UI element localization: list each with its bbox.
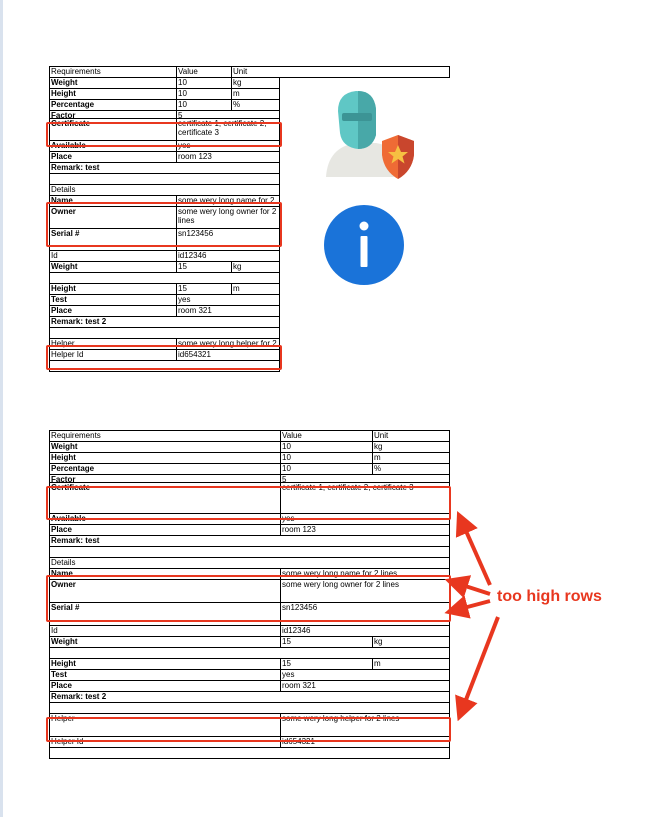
page-left-edge bbox=[0, 0, 3, 817]
cell-label: Serial # bbox=[49, 229, 176, 250]
cell-value: 5 bbox=[176, 111, 280, 118]
cell-label: Place bbox=[49, 306, 176, 316]
cell-label: Weight bbox=[49, 262, 176, 272]
cell-value: 10 bbox=[176, 78, 231, 88]
cell-value: room 123 bbox=[176, 152, 280, 162]
cell-label: Percentage bbox=[49, 100, 176, 110]
table-row bbox=[49, 78, 280, 89]
cell-label: Test bbox=[49, 295, 176, 305]
highlight-certificate-1 bbox=[46, 122, 282, 147]
cell-unit: % bbox=[231, 100, 280, 110]
table-row bbox=[49, 648, 450, 659]
table-row bbox=[49, 637, 450, 648]
cell-value: some wery long owner for 2 lines bbox=[176, 207, 280, 228]
cell-label: Id bbox=[49, 251, 176, 261]
cell-value: room 123 bbox=[280, 525, 450, 535]
cell-label: Factor bbox=[49, 475, 280, 482]
table-row bbox=[49, 251, 280, 262]
cell-label: Available bbox=[49, 514, 280, 524]
cell-label: Height bbox=[49, 284, 176, 294]
cell-label: Remark: test bbox=[49, 536, 450, 546]
table-row bbox=[49, 152, 280, 163]
table-row bbox=[49, 295, 280, 306]
cell-label: Weight bbox=[49, 442, 280, 452]
cell-value: certificate 1, certificate 2, certificate 3 bbox=[280, 483, 450, 513]
table-row bbox=[49, 328, 280, 339]
table-row bbox=[49, 626, 450, 637]
cell-unit: Unit bbox=[231, 67, 450, 77]
table-row bbox=[49, 174, 280, 185]
cell-unit: m bbox=[231, 284, 280, 294]
cell-value: 15 bbox=[280, 637, 372, 647]
table-row bbox=[49, 703, 450, 714]
table-row bbox=[49, 464, 450, 475]
cell-value: some wery long owner for 2 lines bbox=[280, 580, 450, 602]
table-header-row bbox=[49, 431, 450, 442]
cell-label: Certificate bbox=[49, 119, 176, 140]
cell-unit: m bbox=[231, 89, 280, 99]
cell-label: Details bbox=[49, 185, 280, 195]
cell-label bbox=[49, 273, 280, 283]
cell-value: sn123456 bbox=[280, 603, 450, 625]
cell-label bbox=[49, 648, 450, 658]
cell-value: yes bbox=[280, 670, 450, 680]
cell-value: Value bbox=[176, 67, 231, 77]
table-row bbox=[49, 100, 280, 111]
cell-value: yes bbox=[280, 514, 450, 524]
cell-label: Remark: test 2 bbox=[49, 317, 280, 327]
info-icon bbox=[323, 204, 405, 286]
highlight-certificate-2 bbox=[46, 486, 451, 520]
highlight-helper-1 bbox=[46, 345, 282, 370]
table-row bbox=[49, 163, 280, 174]
table-row bbox=[49, 525, 450, 536]
cell-value: some wery long helper for 2 lines bbox=[280, 714, 450, 736]
cell-label: Requirements bbox=[49, 67, 176, 77]
cell-label: Helper Id bbox=[49, 737, 280, 747]
table-row bbox=[49, 536, 450, 547]
cell-label bbox=[49, 547, 450, 557]
cell-label: Remark: test bbox=[49, 163, 280, 173]
cell-value: 10 bbox=[176, 89, 231, 99]
cell-label: Place bbox=[49, 681, 280, 691]
table-row bbox=[49, 547, 450, 558]
cell-label: Id bbox=[49, 626, 280, 636]
cell-label: Owner bbox=[49, 580, 280, 602]
cell-value: some wery long name for 2 lines bbox=[280, 569, 450, 579]
table-row bbox=[49, 442, 450, 453]
cell-label: Height bbox=[49, 89, 176, 99]
cell-value: Value bbox=[280, 431, 372, 441]
cell-label: Available bbox=[49, 141, 176, 151]
cell-unit: m bbox=[372, 659, 450, 669]
cell-label: Name bbox=[49, 569, 280, 579]
cell-label: Weight bbox=[49, 78, 176, 88]
table-row bbox=[49, 262, 280, 273]
cell-label: Owner bbox=[49, 207, 176, 228]
table-row bbox=[49, 111, 280, 119]
arrow-icon bbox=[440, 505, 520, 745]
cell-label: Helper bbox=[49, 714, 280, 736]
highlight-helper-2 bbox=[46, 717, 451, 742]
cell-value: 15 bbox=[280, 659, 372, 669]
cell-unit: % bbox=[372, 464, 450, 474]
cell-label: Percentage bbox=[49, 464, 280, 474]
cell-value: 15 bbox=[176, 262, 231, 272]
cell-value: some wery long name for 2 bbox=[176, 196, 280, 206]
cell-value: certificate 1, certificate 2, certificate 3 bbox=[176, 119, 280, 140]
table-row bbox=[49, 89, 280, 100]
cell-value: room 321 bbox=[176, 306, 280, 316]
highlight-name-owner-2 bbox=[46, 575, 451, 622]
table-row bbox=[49, 453, 450, 464]
cell-unit: kg bbox=[372, 442, 450, 452]
cell-unit: kg bbox=[231, 78, 280, 88]
cell-value: yes bbox=[176, 141, 280, 151]
table-row bbox=[49, 475, 450, 483]
cell-label: Factor bbox=[49, 111, 176, 118]
highlight-name-owner-1 bbox=[46, 202, 282, 247]
cell-label: Helper bbox=[49, 339, 176, 349]
cell-label: Place bbox=[49, 525, 280, 535]
cell-label: Requirements bbox=[49, 431, 280, 441]
cell-label: Name bbox=[49, 196, 176, 206]
table-header-row bbox=[49, 67, 450, 78]
cell-value: id12346 bbox=[280, 626, 450, 636]
table-row bbox=[49, 317, 280, 328]
cell-unit: kg bbox=[231, 262, 280, 272]
cell-label bbox=[49, 748, 450, 758]
table-row bbox=[49, 748, 450, 759]
cell-label bbox=[49, 703, 450, 713]
cell-label: Helper Id bbox=[49, 350, 176, 360]
cell-value: 15 bbox=[176, 284, 231, 294]
table-row bbox=[49, 681, 450, 692]
cell-value: id654321 bbox=[176, 350, 280, 360]
cell-unit: Unit bbox=[372, 431, 450, 441]
cell-value: id654321 bbox=[280, 737, 450, 747]
cell-value: room 321 bbox=[280, 681, 450, 691]
cell-label bbox=[49, 328, 280, 338]
cell-label: Remark: test 2 bbox=[49, 692, 450, 702]
user-shield-icon bbox=[322, 85, 418, 181]
table-row bbox=[49, 306, 280, 317]
cell-label: Test bbox=[49, 670, 280, 680]
cell-label bbox=[49, 174, 280, 184]
cell-unit: m bbox=[372, 453, 450, 463]
cell-value: 10 bbox=[280, 464, 372, 474]
table-row bbox=[49, 692, 450, 703]
cell-value: some wery long helper for 2 bbox=[176, 339, 280, 349]
cell-value: 10 bbox=[176, 100, 231, 110]
cell-value: sn123456 bbox=[176, 229, 280, 250]
table-row bbox=[49, 273, 280, 284]
cell-label: Weight bbox=[49, 637, 280, 647]
table-row bbox=[49, 670, 450, 681]
table-row bbox=[49, 558, 450, 569]
cell-label: Height bbox=[49, 453, 280, 463]
cell-label: Height bbox=[49, 659, 280, 669]
cell-label: Certificate bbox=[49, 483, 280, 513]
cell-label: Details bbox=[49, 558, 450, 568]
table-row bbox=[49, 284, 280, 295]
table-row bbox=[49, 659, 450, 670]
cell-value: 5 bbox=[280, 475, 450, 482]
cell-label: Place bbox=[49, 152, 176, 162]
cell-value: 10 bbox=[280, 442, 372, 452]
cell-unit: kg bbox=[372, 637, 450, 647]
cell-value: id12346 bbox=[176, 251, 280, 261]
annotation-too-high-rows: too high rows bbox=[497, 588, 602, 605]
cell-label: Serial # bbox=[49, 603, 280, 625]
table-row bbox=[49, 185, 280, 196]
cell-value: yes bbox=[176, 295, 280, 305]
cell-value: 10 bbox=[280, 453, 372, 463]
